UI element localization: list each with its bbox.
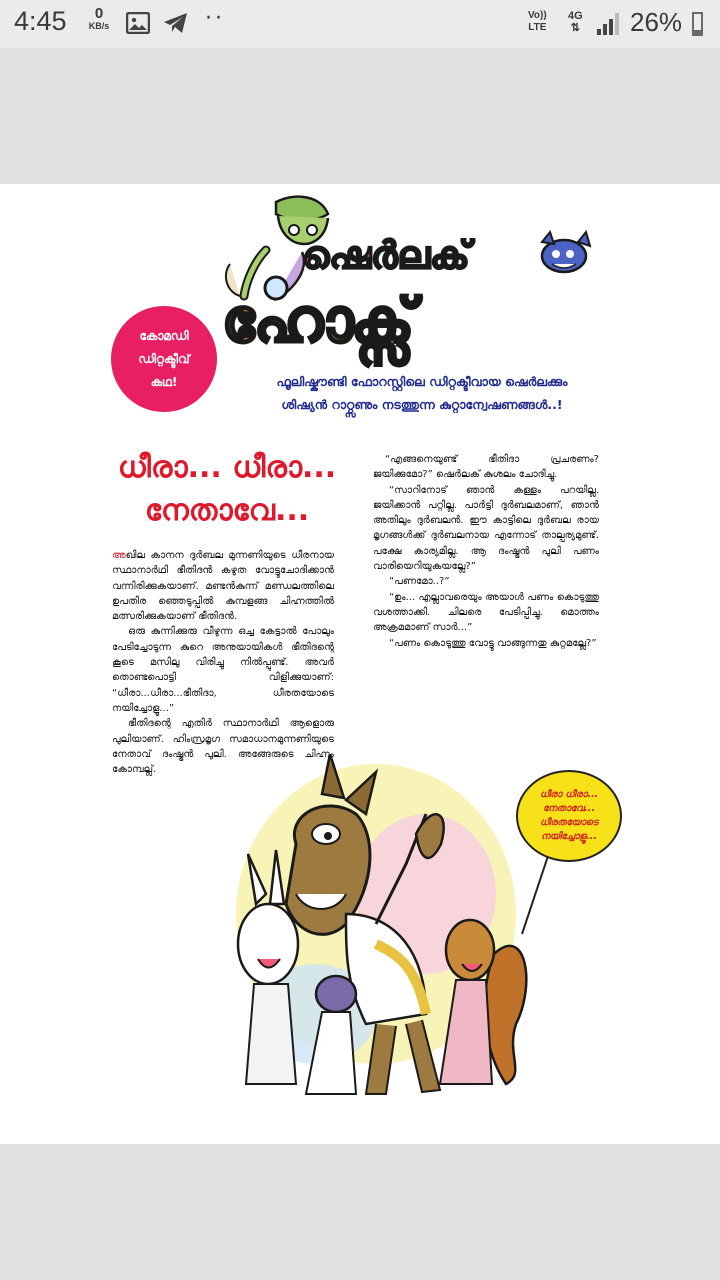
paragraph: ഭീതിദന്റെ എതിർ സ്ഥാനാർഥി ആളൊരു പുലിയാണ്. ഹിംസ്രമൃഗ സമാധാനമുന്നണിയുടെ നേതാവ് ദംഷ്ട്രൻ പുലി. അങ്ങേരുടെ ചിഹ്നം കോമ്പല്ല്. — [112, 718, 334, 776]
paragraph: “പണം കൊടുത്തു വോട്ടു വാങ്ങുന്നതു കുറ്റമല്ലേ?” — [389, 637, 597, 649]
comedy-detective-badge: കോമഡി ഡിറ്റക്ടീവ് കഥ! — [111, 306, 217, 412]
speech-bubble: ധീരാ ധീരാ... നേതാവേ... ധീരതയോടെ നയിച്ചോളൂ... — [516, 770, 622, 862]
comic-page[interactable] — [0, 184, 720, 1144]
logo-title-line2: ഹോക്സ് — [222, 286, 412, 356]
network-speed-unit: KB/s — [88, 21, 110, 31]
article-right-column — [373, 452, 599, 651]
telegram-icon — [163, 12, 189, 34]
logo-title-line1: ഷെർലക് — [302, 233, 470, 277]
status-bar — [0, 0, 720, 48]
paragraph: “പണമോ..?” — [389, 576, 450, 588]
paragraph: അഖില കാനന ദുർബല മുന്നണിയുടെ ധീരനായ സ്ഥാനാർഥി ഭീതിദൻ കഴുത വോട്ടുചോദിക്കാൻ വന്നിരിക്കുകയാണ്. മണ്ടൻകുന്ന് മണ്ഡലത്തിലെ ഉപതിര ഞ്ഞെടുപ്പിൽ കുമ്പളങ്ങ ചിഹ്നത്തിൽ മത്സരിക്കുകയാണ് ഭീതിദൻ. — [112, 550, 334, 623]
paragraph: ഒരു കുന്നിക്കുരു വീഴുന്ന ഒച്ച കേട്ടാൽ പോലും പേടിച്ചോടുന്ന കുറെ അനുയായികൾ ഭീതിദന്റെ കൂടെ മസിലു വിരിച്ചു നിൽപ്പുണ്ട്. അവർ തൊണ്ടപൊട്ടി വിളിക്കുയാണ്: “ധീരാ...ധീരാ...ഭീതിദാ, ധീരതയോടെ നയിച്ചോളൂ...” — [112, 626, 334, 714]
cartoon-illustration — [226, 754, 546, 1124]
squirrel-supporter-illustration — [440, 920, 526, 1084]
volte-indicator: Vo)) LTE — [528, 10, 547, 33]
series-tagline: ഫൂലിഷ്കൗണ്ടി ഫോറസ്റ്റിലെ ഡിറ്റക്ടീവായ ഷെർലക്കും ശിഷ്യൻ റാറ്റ്സണും നടത്തുന്ന കുറ്റാന്വേഷണങ്ങൾ..! — [276, 374, 568, 412]
network-speed — [84, 5, 114, 32]
network-speed-value: 0 — [94, 5, 104, 22]
battery-percent: 26% — [630, 7, 683, 37]
paragraph: “സാറിനോട് ഞാൻ കള്ളം പറയില്ല. ജയിക്കാൻ പറ്റില്ല. പാർട്ടി ദുർബലമാണ്, ഞാൻ അതിലും ദുർബലൻ. ഈ കാട്ടിലെ ദുർബല രായ മൃഗങ്ങൾക്ക് ദുർബലനായ എന്നോട് താല്പര്യമുണ്ട്. പക്ഷേ കാര്യമില്ല. ആ ദംഷ്ട്രൻ പുലി പണം വാരിയെറിയുകയല്ലേ?” — [373, 484, 599, 573]
network-type: 4G ⇅ — [568, 10, 583, 34]
purple-supporter-illustration — [316, 976, 356, 1012]
image-icon — [126, 12, 150, 34]
article-left-column — [112, 548, 334, 777]
story-headline: ധീരാ... ധീരാ... നേതാവേ... — [117, 450, 337, 528]
paragraph: “എങ്ങനെയുണ്ട് ഭീതിദാ പ്രചരണം? ജയിക്കുമോ?” ഷെർലക് കുശലം ചോദിച്ചു. — [373, 454, 599, 481]
paragraph: “ഉം... എല്ലാവരെയും അയാൾ പണം കൊടുത്തു വശത്താക്കി. ചിലരെ പേടിപ്പിച്ചു. മൊത്തം അക്രമമാണ് സാർ...” — [373, 591, 599, 634]
more-notifications-icon: ·· — [205, 6, 225, 31]
speech-bubble-tail — [520, 856, 560, 936]
battery-icon — [692, 12, 703, 36]
signal-icon — [596, 12, 622, 36]
drop-cap: അ — [112, 550, 126, 561]
clock: 4:45 — [14, 6, 67, 36]
